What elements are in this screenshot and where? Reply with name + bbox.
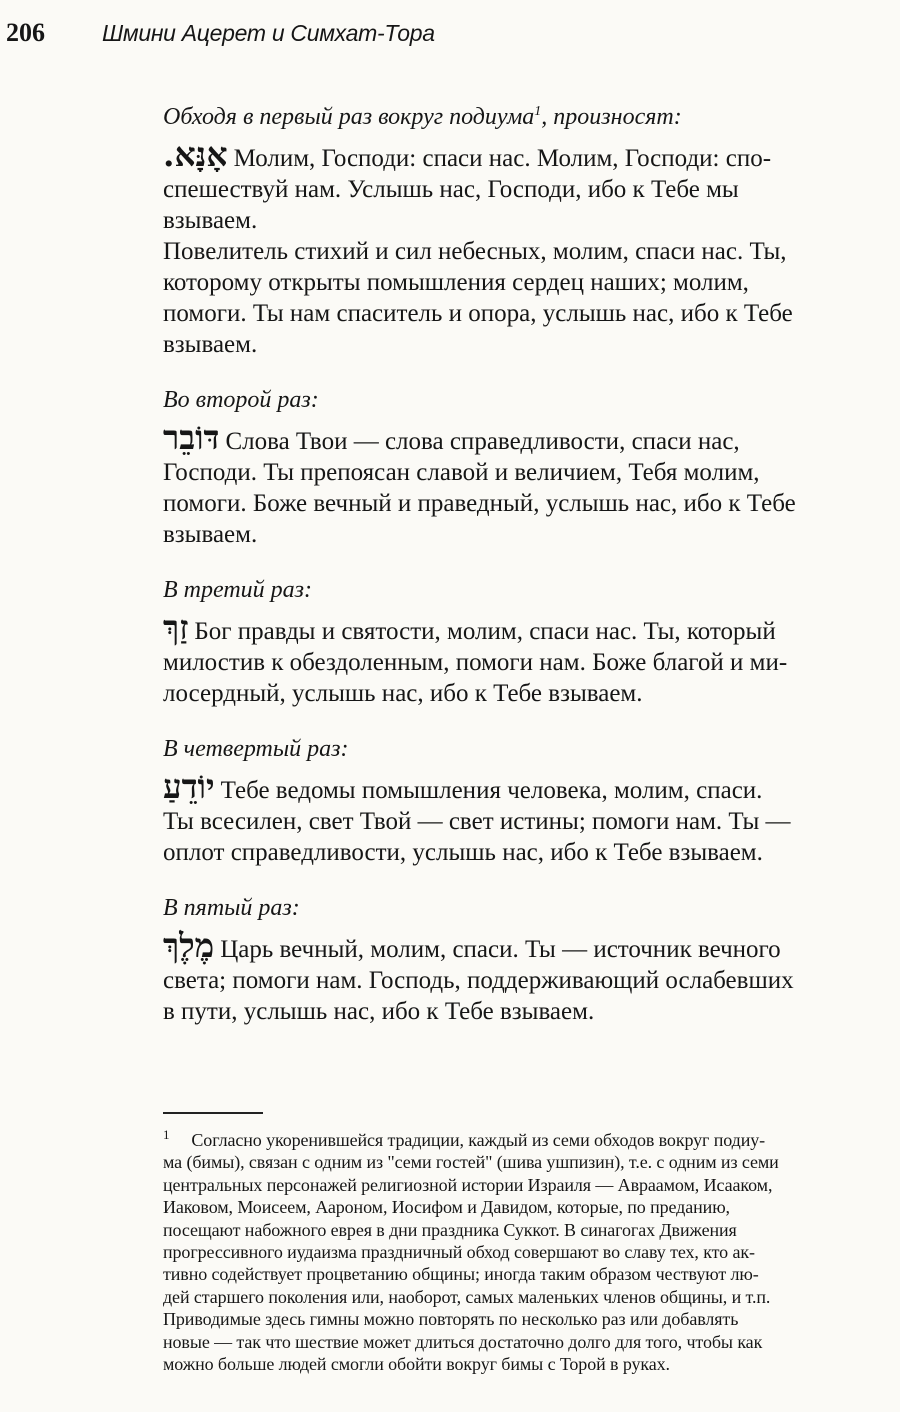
prayer-line: אָנָּא. Молим, Господи: спаси нас. Молим, Господи: спо- bbox=[163, 135, 772, 174]
prayer-line: помоги. Боже вечный и праведный, услышь нас, ибо к Тебе bbox=[163, 490, 796, 517]
prayer-text bbox=[163, 767, 885, 868]
hebrew-incipit: זַךְ bbox=[163, 608, 189, 647]
instruction: В третий раз: bbox=[163, 577, 313, 603]
prayer-line: помоги. Ты нам спаситель и опора, услышь нас, ибо к Тебе bbox=[163, 300, 793, 327]
prayer-line: света; помоги нам. Господь, поддерживающий ослабевших bbox=[163, 967, 794, 994]
footnote-line: Иаковом, Моисеем, Аароном, Иосифом и Давидом, которые, по преданию, bbox=[163, 1197, 730, 1218]
footnote bbox=[163, 1124, 875, 1375]
prayer-line: זַךְ Бог правды и святости, молим, спаси нас. Ты, который bbox=[163, 608, 776, 647]
prayer-line: דּוֹבֵר Слова Твои — слова справедливости, спаси нас, bbox=[163, 418, 740, 457]
page-header bbox=[0, 14, 900, 54]
instruction: В пятый раз: bbox=[163, 895, 300, 921]
footnote-reference: 1 bbox=[534, 104, 542, 119]
footnote-divider bbox=[163, 1112, 263, 1114]
prayer-line: милостив к обездоленным, помоги нам. Боже благой и ми- bbox=[163, 649, 788, 676]
prayer-line: которому открыты помышления сердец наших; молим, bbox=[163, 269, 749, 296]
footnote-line: $^1$ Согласно укоренившейся традиции, каждый из семи обходов вокруг подиу- bbox=[163, 1127, 766, 1150]
hebrew-incipit: אָנָּא. bbox=[163, 135, 228, 174]
footnote-line: центральных персонажей религиозной истории Израиля — Авраамом, Исааком, bbox=[163, 1174, 773, 1195]
main-content bbox=[163, 96, 885, 1027]
instruction-text: Обходя в первый раз вокруг подиума bbox=[163, 104, 535, 130]
prayer-line: лосердный, услышь нас, ибо к Тебе взываем. bbox=[163, 680, 643, 707]
prayer-line: спешествуй нам. Услышь нас, Господи, ибо к Тебе мы bbox=[163, 176, 739, 203]
prayer-line: מֶלֶךְ Царь вечный, молим, спаси. Ты — источник вечного bbox=[163, 926, 781, 965]
hebrew-incipit: דּוֹבֵר bbox=[163, 418, 220, 457]
prayer-line: в пути, услышь нас, ибо к Тебе взываем. bbox=[163, 998, 595, 1025]
prayer-line: יוֹדֵעַ Тебе ведомы помышления человека, молим, спаси. bbox=[163, 767, 763, 806]
footnote-line: посещают набожного еврея в дни праздника Суккот. В синагогах Движения bbox=[163, 1219, 737, 1240]
footnote-line: Приводимые здесь гимны можно повторять по несколько раз или добавлять bbox=[163, 1309, 739, 1330]
instruction bbox=[163, 96, 885, 133]
running-title: Шмини Ацерет и Симхат-Тора bbox=[102, 20, 435, 46]
prayer-line: Повелитель стихий и сил небесных, молим, спаси нас. Ты, bbox=[163, 238, 787, 265]
section-circuit-4 bbox=[163, 733, 885, 868]
prayer-line: взываем. bbox=[163, 331, 258, 358]
instruction: Во второй раз: bbox=[163, 387, 319, 413]
prayer-line: Господи. Ты препоясан славой и величием, Тебя молим, bbox=[163, 459, 760, 486]
section-circuit-5 bbox=[163, 892, 885, 1027]
prayer-line: оплот справедливости, услышь нас, ибо к Тебе взываем. bbox=[163, 839, 763, 866]
prayer-text bbox=[163, 418, 885, 550]
footnote-line: новые — так что шествие может длиться достаточно долго для того, чтобы как bbox=[163, 1331, 763, 1352]
footnote-line: ма (бимы), связан с одним из "семи гостей" (шива ушпизин), т.е. с одним из семи bbox=[163, 1152, 779, 1173]
prayer-text bbox=[163, 926, 885, 1027]
footnote-mark: 1 bbox=[163, 1127, 170, 1142]
instruction-tail: , произносят: bbox=[541, 104, 682, 130]
prayer-text bbox=[163, 135, 885, 360]
page-number: 206 bbox=[6, 18, 45, 47]
prayer-text bbox=[163, 608, 885, 709]
prayer-line: взываем. bbox=[163, 207, 258, 234]
footnote-line: можно больше людей смогли обойти вокруг бимы с Торой в руках. bbox=[163, 1354, 670, 1375]
prayer-line: Ты всесилен, свет Твой — свет истины; помоги нам. Ты — bbox=[163, 808, 791, 835]
footnote-line: прогрессивного иудаизма праздничный обход совершают во славу тех, кто ак- bbox=[163, 1242, 755, 1263]
hebrew-incipit: מֶלֶךְ bbox=[163, 926, 215, 965]
section-circuit-1 bbox=[163, 96, 885, 360]
prayer-line: взываем. bbox=[163, 521, 258, 548]
footnote-line: тивно содействует процветанию общины; иногда таким образом чествуют лю- bbox=[163, 1264, 759, 1285]
footnote-line: дей старшего поколения или, наоборот, самых маленьких членов общины, и т.п. bbox=[163, 1286, 771, 1307]
instruction: В четвертый раз: bbox=[163, 736, 349, 762]
hebrew-incipit: יוֹדֵעַ bbox=[163, 767, 215, 806]
section-circuit-3 bbox=[163, 574, 885, 709]
section-circuit-2 bbox=[163, 384, 885, 550]
